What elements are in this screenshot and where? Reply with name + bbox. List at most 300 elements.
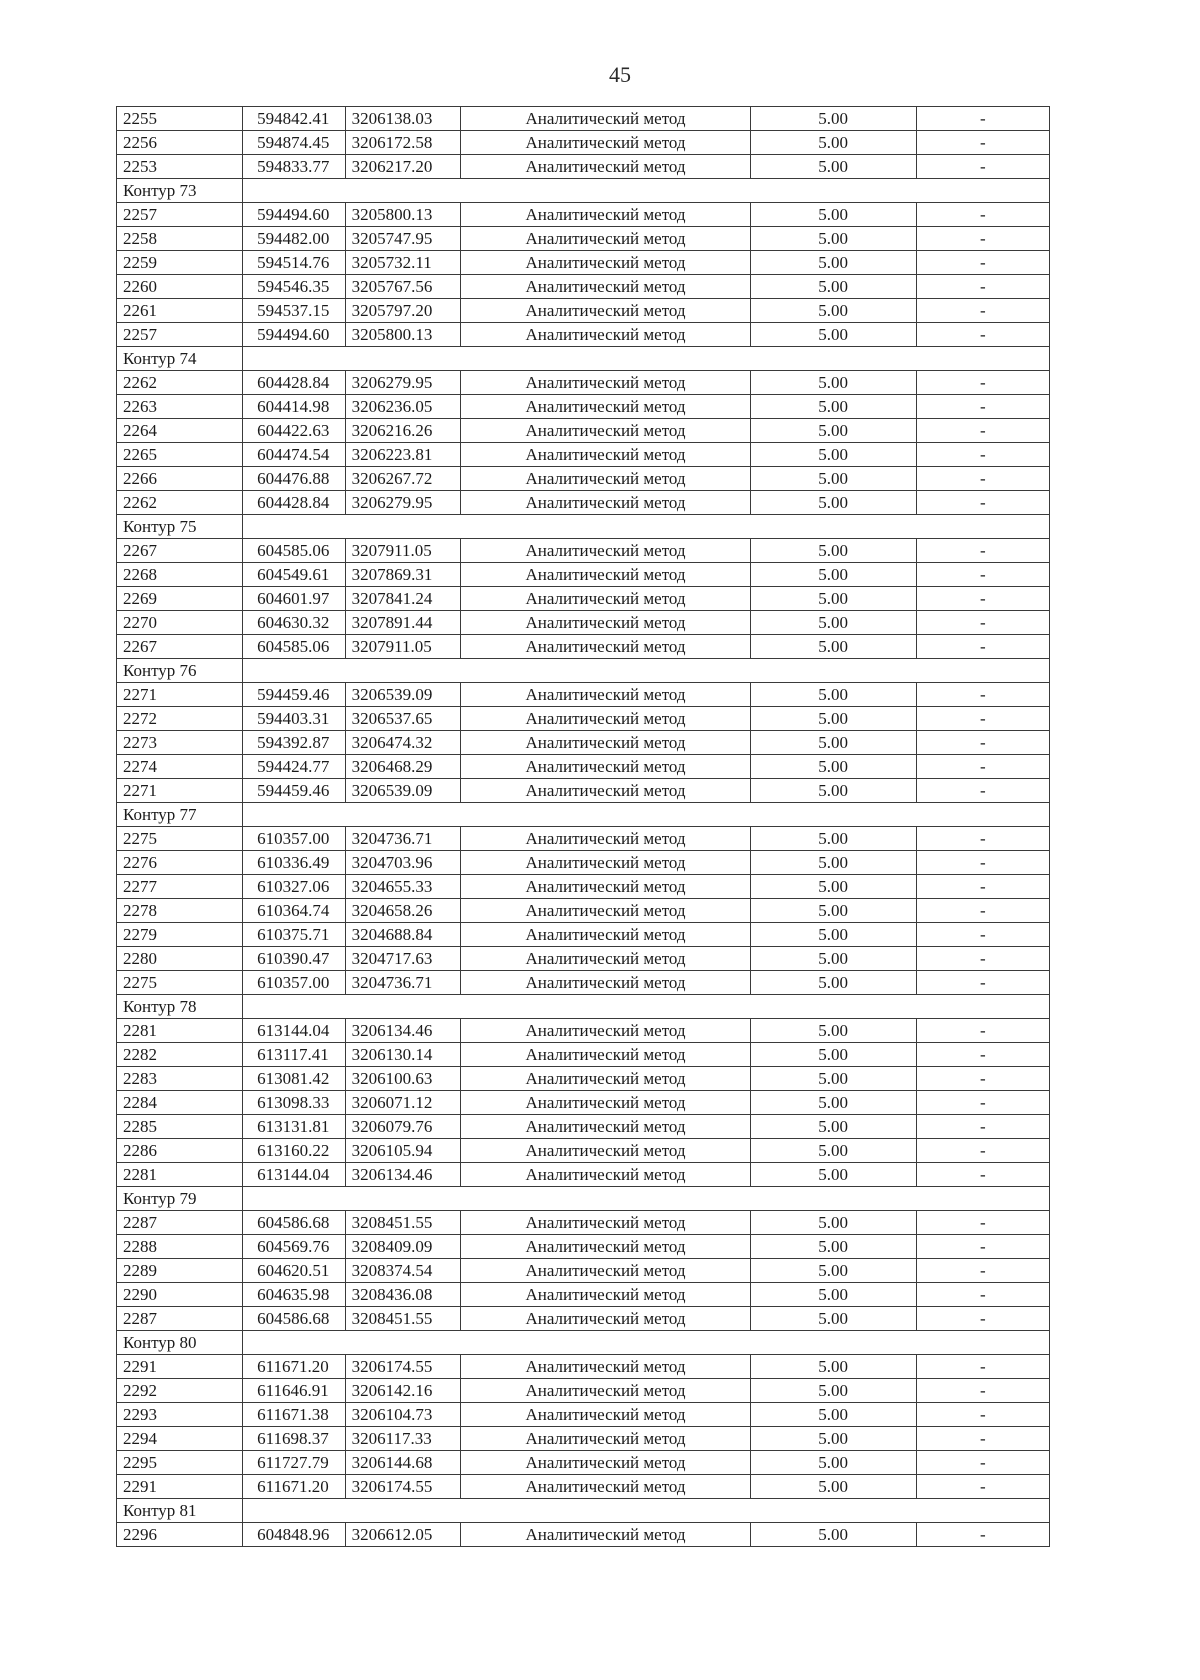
description-cell: -: [916, 419, 1049, 443]
y-coordinate-cell: 3207911.05: [345, 635, 461, 659]
table-row: [117, 587, 1050, 611]
description-cell: -: [916, 131, 1049, 155]
method-cell: Аналитический метод: [461, 731, 750, 755]
description-cell: -: [916, 851, 1049, 875]
description-cell: -: [916, 1115, 1049, 1139]
accuracy-cell: 5.00: [750, 227, 916, 251]
point-number-cell: 2258: [117, 227, 243, 251]
contour-label: Контур 75: [117, 515, 243, 539]
accuracy-cell: 5.00: [750, 683, 916, 707]
point-number-cell: 2276: [117, 851, 243, 875]
description-cell: -: [916, 491, 1049, 515]
x-coordinate-cell: 594403.31: [243, 707, 346, 731]
x-coordinate-cell: 594546.35: [243, 275, 346, 299]
y-coordinate-cell: 3208374.54: [345, 1259, 461, 1283]
point-number-cell: 2271: [117, 779, 243, 803]
table-row: [117, 1163, 1050, 1187]
table-row: [117, 971, 1050, 995]
description-cell: -: [916, 107, 1049, 131]
method-cell: Аналитический метод: [461, 635, 750, 659]
y-coordinate-cell: 3204655.33: [345, 875, 461, 899]
method-cell: Аналитический метод: [461, 1259, 750, 1283]
y-coordinate-cell: 3206105.94: [345, 1139, 461, 1163]
point-number-cell: 2277: [117, 875, 243, 899]
point-number-cell: 2271: [117, 683, 243, 707]
point-number-cell: 2281: [117, 1019, 243, 1043]
method-cell: Аналитический метод: [461, 707, 750, 731]
accuracy-cell: 5.00: [750, 779, 916, 803]
point-number-cell: 2283: [117, 1067, 243, 1091]
accuracy-cell: 5.00: [750, 203, 916, 227]
method-cell: Аналитический метод: [461, 1115, 750, 1139]
table-row: [117, 779, 1050, 803]
y-coordinate-cell: 3206474.32: [345, 731, 461, 755]
table-row: [117, 443, 1050, 467]
y-coordinate-cell: 3206468.29: [345, 755, 461, 779]
y-coordinate-cell: 3206216.26: [345, 419, 461, 443]
table-row: [117, 395, 1050, 419]
point-number-cell: 2270: [117, 611, 243, 635]
accuracy-cell: 5.00: [750, 395, 916, 419]
y-coordinate-cell: 3205800.13: [345, 203, 461, 227]
x-coordinate-cell: 613117.41: [243, 1043, 346, 1067]
y-coordinate-cell: 3205747.95: [345, 227, 461, 251]
table-row: [117, 1019, 1050, 1043]
x-coordinate-cell: 610390.47: [243, 947, 346, 971]
accuracy-cell: 5.00: [750, 1235, 916, 1259]
contour-header-row: [117, 179, 1050, 203]
accuracy-cell: 5.00: [750, 539, 916, 563]
point-number-cell: 2262: [117, 491, 243, 515]
y-coordinate-cell: 3208436.08: [345, 1283, 461, 1307]
x-coordinate-cell: 611671.38: [243, 1403, 346, 1427]
y-coordinate-cell: 3206612.05: [345, 1523, 461, 1547]
y-coordinate-cell: 3206134.46: [345, 1163, 461, 1187]
description-cell: -: [916, 323, 1049, 347]
coordinates-table: [116, 106, 1050, 1547]
description-cell: -: [916, 395, 1049, 419]
point-number-cell: 2267: [117, 539, 243, 563]
x-coordinate-cell: 594424.77: [243, 755, 346, 779]
point-number-cell: 2293: [117, 1403, 243, 1427]
y-coordinate-cell: 3206130.14: [345, 1043, 461, 1067]
method-cell: Аналитический метод: [461, 323, 750, 347]
method-cell: Аналитический метод: [461, 1091, 750, 1115]
point-number-cell: 2286: [117, 1139, 243, 1163]
description-cell: -: [916, 467, 1049, 491]
accuracy-cell: 5.00: [750, 323, 916, 347]
y-coordinate-cell: 3206539.09: [345, 779, 461, 803]
x-coordinate-cell: 594494.60: [243, 203, 346, 227]
x-coordinate-cell: 594874.45: [243, 131, 346, 155]
x-coordinate-cell: 594459.46: [243, 683, 346, 707]
x-coordinate-cell: 604620.51: [243, 1259, 346, 1283]
point-number-cell: 2275: [117, 827, 243, 851]
point-number-cell: 2259: [117, 251, 243, 275]
accuracy-cell: 5.00: [750, 731, 916, 755]
contour-label: Контур 77: [117, 803, 243, 827]
contour-header-row: [117, 995, 1050, 1019]
method-cell: Аналитический метод: [461, 1235, 750, 1259]
x-coordinate-cell: 613131.81: [243, 1115, 346, 1139]
accuracy-cell: 5.00: [750, 1475, 916, 1499]
point-number-cell: 2278: [117, 899, 243, 923]
accuracy-cell: 5.00: [750, 1115, 916, 1139]
contour-empty-cell: [243, 347, 1050, 371]
table-row: [117, 107, 1050, 131]
method-cell: Аналитический метод: [461, 299, 750, 323]
accuracy-cell: 5.00: [750, 1379, 916, 1403]
method-cell: Аналитический метод: [461, 491, 750, 515]
description-cell: -: [916, 1451, 1049, 1475]
contour-label: Контур 79: [117, 1187, 243, 1211]
description-cell: -: [916, 1019, 1049, 1043]
y-coordinate-cell: 3207911.05: [345, 539, 461, 563]
table-row: [117, 419, 1050, 443]
point-number-cell: 2260: [117, 275, 243, 299]
table-row: [117, 131, 1050, 155]
contour-empty-cell: [243, 1187, 1050, 1211]
accuracy-cell: 5.00: [750, 611, 916, 635]
method-cell: Аналитический метод: [461, 1379, 750, 1403]
method-cell: Аналитический метод: [461, 563, 750, 587]
point-number-cell: 2263: [117, 395, 243, 419]
x-coordinate-cell: 611671.20: [243, 1475, 346, 1499]
accuracy-cell: 5.00: [750, 155, 916, 179]
description-cell: -: [916, 371, 1049, 395]
point-number-cell: 2295: [117, 1451, 243, 1475]
description-cell: -: [916, 155, 1049, 179]
y-coordinate-cell: 3206174.55: [345, 1355, 461, 1379]
accuracy-cell: 5.00: [750, 1091, 916, 1115]
x-coordinate-cell: 611646.91: [243, 1379, 346, 1403]
accuracy-cell: 5.00: [750, 899, 916, 923]
method-cell: Аналитический метод: [461, 155, 750, 179]
point-number-cell: 2284: [117, 1091, 243, 1115]
x-coordinate-cell: 604428.84: [243, 371, 346, 395]
table-row: [117, 251, 1050, 275]
table-row: [117, 563, 1050, 587]
point-number-cell: 2291: [117, 1475, 243, 1499]
point-number-cell: 2268: [117, 563, 243, 587]
method-cell: Аналитический метод: [461, 203, 750, 227]
contour-header-row: [117, 1499, 1050, 1523]
description-cell: -: [916, 707, 1049, 731]
description-cell: -: [916, 203, 1049, 227]
description-cell: -: [916, 1283, 1049, 1307]
x-coordinate-cell: 604585.06: [243, 635, 346, 659]
x-coordinate-cell: 604476.88: [243, 467, 346, 491]
description-cell: -: [916, 635, 1049, 659]
accuracy-cell: 5.00: [750, 947, 916, 971]
accuracy-cell: 5.00: [750, 1259, 916, 1283]
x-coordinate-cell: 594459.46: [243, 779, 346, 803]
y-coordinate-cell: 3204703.96: [345, 851, 461, 875]
contour-header-row: [117, 515, 1050, 539]
accuracy-cell: 5.00: [750, 275, 916, 299]
x-coordinate-cell: 594392.87: [243, 731, 346, 755]
description-cell: -: [916, 1259, 1049, 1283]
x-coordinate-cell: 604569.76: [243, 1235, 346, 1259]
table-row: [117, 683, 1050, 707]
table-row: [117, 203, 1050, 227]
x-coordinate-cell: 613144.04: [243, 1163, 346, 1187]
description-cell: -: [916, 1379, 1049, 1403]
table-row: [117, 1523, 1050, 1547]
table-row: [117, 1139, 1050, 1163]
accuracy-cell: 5.00: [750, 827, 916, 851]
accuracy-cell: 5.00: [750, 1139, 916, 1163]
table-row: [117, 1115, 1050, 1139]
method-cell: Аналитический метод: [461, 1475, 750, 1499]
accuracy-cell: 5.00: [750, 299, 916, 323]
method-cell: Аналитический метод: [461, 1427, 750, 1451]
point-number-cell: 2289: [117, 1259, 243, 1283]
accuracy-cell: 5.00: [750, 1211, 916, 1235]
accuracy-cell: 5.00: [750, 635, 916, 659]
accuracy-cell: 5.00: [750, 107, 916, 131]
method-cell: Аналитический метод: [461, 827, 750, 851]
y-coordinate-cell: 3205800.13: [345, 323, 461, 347]
x-coordinate-cell: 613098.33: [243, 1091, 346, 1115]
x-coordinate-cell: 604428.84: [243, 491, 346, 515]
point-number-cell: 2291: [117, 1355, 243, 1379]
accuracy-cell: 5.00: [750, 563, 916, 587]
x-coordinate-cell: 594842.41: [243, 107, 346, 131]
description-cell: -: [916, 779, 1049, 803]
x-coordinate-cell: 604586.68: [243, 1211, 346, 1235]
method-cell: Аналитический метод: [461, 1067, 750, 1091]
description-cell: -: [916, 539, 1049, 563]
accuracy-cell: 5.00: [750, 131, 916, 155]
point-number-cell: 2257: [117, 203, 243, 227]
contour-header-row: [117, 803, 1050, 827]
method-cell: Аналитический метод: [461, 587, 750, 611]
method-cell: Аналитический метод: [461, 1043, 750, 1067]
y-coordinate-cell: 3204658.26: [345, 899, 461, 923]
y-coordinate-cell: 3206537.65: [345, 707, 461, 731]
contour-empty-cell: [243, 1499, 1050, 1523]
accuracy-cell: 5.00: [750, 467, 916, 491]
x-coordinate-cell: 594537.15: [243, 299, 346, 323]
point-number-cell: 2285: [117, 1115, 243, 1139]
accuracy-cell: 5.00: [750, 755, 916, 779]
table-row: [117, 1403, 1050, 1427]
contour-label: Контур 81: [117, 1499, 243, 1523]
y-coordinate-cell: 3205767.56: [345, 275, 461, 299]
point-number-cell: 2275: [117, 971, 243, 995]
point-number-cell: 2261: [117, 299, 243, 323]
table-row: [117, 1235, 1050, 1259]
table-row: [117, 1067, 1050, 1091]
x-coordinate-cell: 594514.76: [243, 251, 346, 275]
description-cell: -: [916, 443, 1049, 467]
point-number-cell: 2266: [117, 467, 243, 491]
x-coordinate-cell: 604630.32: [243, 611, 346, 635]
contour-empty-cell: [243, 659, 1050, 683]
table-row: [117, 155, 1050, 179]
contour-header-row: [117, 1331, 1050, 1355]
table-row: [117, 467, 1050, 491]
x-coordinate-cell: 613081.42: [243, 1067, 346, 1091]
y-coordinate-cell: 3207891.44: [345, 611, 461, 635]
accuracy-cell: 5.00: [750, 443, 916, 467]
method-cell: Аналитический метод: [461, 875, 750, 899]
method-cell: Аналитический метод: [461, 1019, 750, 1043]
y-coordinate-cell: 3204736.71: [345, 971, 461, 995]
contour-header-row: [117, 659, 1050, 683]
table-row: [117, 539, 1050, 563]
point-number-cell: 2292: [117, 1379, 243, 1403]
description-cell: -: [916, 299, 1049, 323]
y-coordinate-cell: 3208409.09: [345, 1235, 461, 1259]
point-number-cell: 2267: [117, 635, 243, 659]
description-cell: -: [916, 1163, 1049, 1187]
contour-label: Контур 74: [117, 347, 243, 371]
table-row: [117, 371, 1050, 395]
y-coordinate-cell: 3204736.71: [345, 827, 461, 851]
table-row: [117, 1475, 1050, 1499]
accuracy-cell: 5.00: [750, 923, 916, 947]
contour-empty-cell: [243, 515, 1050, 539]
point-number-cell: 2281: [117, 1163, 243, 1187]
method-cell: Аналитический метод: [461, 1355, 750, 1379]
method-cell: Аналитический метод: [461, 371, 750, 395]
x-coordinate-cell: 594494.60: [243, 323, 346, 347]
accuracy-cell: 5.00: [750, 491, 916, 515]
method-cell: Аналитический метод: [461, 251, 750, 275]
method-cell: Аналитический метод: [461, 923, 750, 947]
description-cell: -: [916, 875, 1049, 899]
table-row: [117, 323, 1050, 347]
point-number-cell: 2282: [117, 1043, 243, 1067]
point-number-cell: 2288: [117, 1235, 243, 1259]
table-row: [117, 1451, 1050, 1475]
point-number-cell: 2279: [117, 923, 243, 947]
accuracy-cell: 5.00: [750, 1355, 916, 1379]
point-number-cell: 2264: [117, 419, 243, 443]
method-cell: Аналитический метод: [461, 467, 750, 491]
x-coordinate-cell: 594833.77: [243, 155, 346, 179]
table-row: [117, 731, 1050, 755]
method-cell: Аналитический метод: [461, 419, 750, 443]
y-coordinate-cell: 3206079.76: [345, 1115, 461, 1139]
contour-label: Контур 76: [117, 659, 243, 683]
description-cell: -: [916, 1091, 1049, 1115]
x-coordinate-cell: 604586.68: [243, 1307, 346, 1331]
y-coordinate-cell: 3207869.31: [345, 563, 461, 587]
y-coordinate-cell: 3206223.81: [345, 443, 461, 467]
point-number-cell: 2287: [117, 1211, 243, 1235]
method-cell: Аналитический метод: [461, 275, 750, 299]
table-row: [117, 1379, 1050, 1403]
contour-label: Контур 80: [117, 1331, 243, 1355]
y-coordinate-cell: 3206104.73: [345, 1403, 461, 1427]
y-coordinate-cell: 3206144.68: [345, 1451, 461, 1475]
table-row: [117, 851, 1050, 875]
y-coordinate-cell: 3206142.16: [345, 1379, 461, 1403]
method-cell: Аналитический метод: [461, 395, 750, 419]
table-row: [117, 707, 1050, 731]
x-coordinate-cell: 610375.71: [243, 923, 346, 947]
method-cell: Аналитический метод: [461, 539, 750, 563]
x-coordinate-cell: 610357.00: [243, 827, 346, 851]
method-cell: Аналитический метод: [461, 899, 750, 923]
contour-label: Контур 78: [117, 995, 243, 1019]
description-cell: -: [916, 611, 1049, 635]
accuracy-cell: 5.00: [750, 707, 916, 731]
table-row: [117, 827, 1050, 851]
x-coordinate-cell: 604585.06: [243, 539, 346, 563]
page-number: 45: [609, 62, 631, 87]
x-coordinate-cell: 604635.98: [243, 1283, 346, 1307]
accuracy-cell: 5.00: [750, 1307, 916, 1331]
contour-empty-cell: [243, 1331, 1050, 1355]
table-row: [117, 1427, 1050, 1451]
y-coordinate-cell: 3208451.55: [345, 1307, 461, 1331]
point-number-cell: 2269: [117, 587, 243, 611]
y-coordinate-cell: 3206138.03: [345, 107, 461, 131]
table-row: [117, 1259, 1050, 1283]
contour-empty-cell: [243, 179, 1050, 203]
contour-header-row: [117, 1187, 1050, 1211]
method-cell: Аналитический метод: [461, 1523, 750, 1547]
method-cell: Аналитический метод: [461, 227, 750, 251]
method-cell: Аналитический метод: [461, 1283, 750, 1307]
description-cell: -: [916, 1523, 1049, 1547]
description-cell: -: [916, 1475, 1049, 1499]
point-number-cell: 2290: [117, 1283, 243, 1307]
table-row: [117, 227, 1050, 251]
point-number-cell: 2265: [117, 443, 243, 467]
table-row: [117, 947, 1050, 971]
accuracy-cell: 5.00: [750, 371, 916, 395]
x-coordinate-cell: 611698.37: [243, 1427, 346, 1451]
description-cell: -: [916, 1427, 1049, 1451]
description-cell: -: [916, 899, 1049, 923]
description-cell: -: [916, 587, 1049, 611]
x-coordinate-cell: 610357.00: [243, 971, 346, 995]
description-cell: -: [916, 731, 1049, 755]
description-cell: -: [916, 1235, 1049, 1259]
table-row: [117, 1043, 1050, 1067]
table-row: [117, 923, 1050, 947]
x-coordinate-cell: 604414.98: [243, 395, 346, 419]
y-coordinate-cell: 3206279.95: [345, 491, 461, 515]
description-cell: -: [916, 1067, 1049, 1091]
y-coordinate-cell: 3206174.55: [345, 1475, 461, 1499]
contour-empty-cell: [243, 803, 1050, 827]
method-cell: Аналитический метод: [461, 1139, 750, 1163]
point-number-cell: 2274: [117, 755, 243, 779]
description-cell: -: [916, 1355, 1049, 1379]
method-cell: Аналитический метод: [461, 443, 750, 467]
table-row: [117, 875, 1050, 899]
accuracy-cell: 5.00: [750, 1019, 916, 1043]
table-row: [117, 1355, 1050, 1379]
point-number-cell: 2273: [117, 731, 243, 755]
y-coordinate-cell: 3205797.20: [345, 299, 461, 323]
accuracy-cell: 5.00: [750, 1163, 916, 1187]
method-cell: Аналитический метод: [461, 755, 750, 779]
y-coordinate-cell: 3206117.33: [345, 1427, 461, 1451]
point-number-cell: 2262: [117, 371, 243, 395]
x-coordinate-cell: 604601.97: [243, 587, 346, 611]
y-coordinate-cell: 3207841.24: [345, 587, 461, 611]
x-coordinate-cell: 613144.04: [243, 1019, 346, 1043]
contour-label: Контур 73: [117, 179, 243, 203]
y-coordinate-cell: 3206100.63: [345, 1067, 461, 1091]
